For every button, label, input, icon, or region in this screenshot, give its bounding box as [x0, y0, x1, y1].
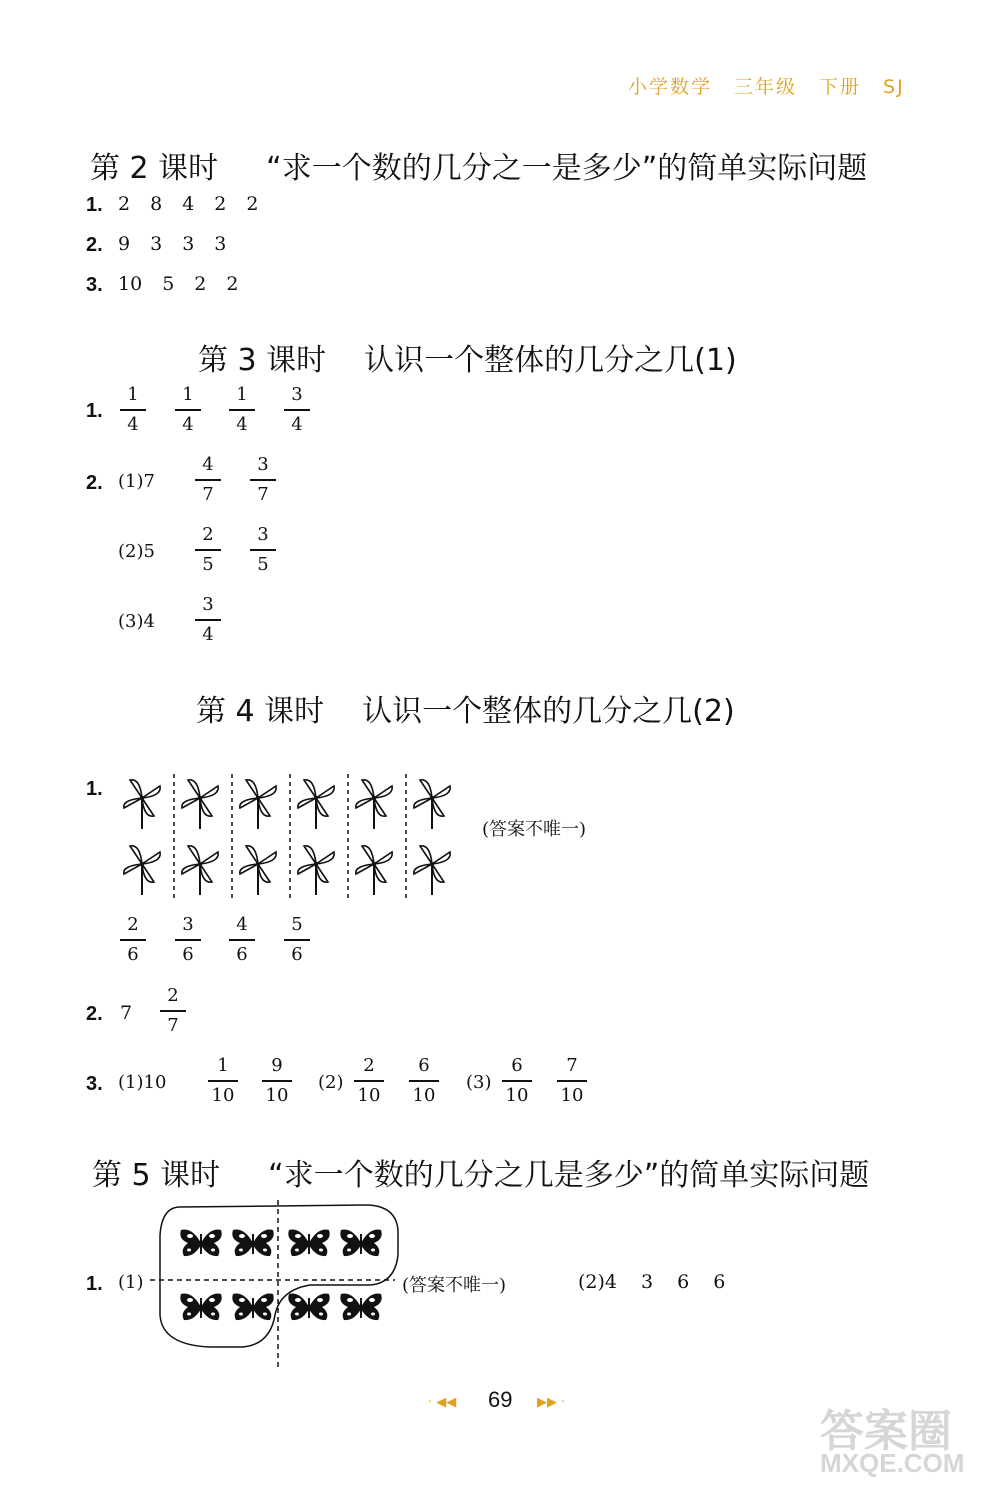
answer-row	[118, 193, 278, 215]
numerator: 1	[217, 1055, 229, 1076]
lesson-title: 认识一个整体的几分之几(2)	[362, 694, 735, 729]
denominator: 4	[127, 413, 139, 435]
answer-value: 10	[118, 273, 143, 295]
pinwheel-icon	[232, 774, 284, 830]
sub-question-label: (3)	[466, 1072, 492, 1093]
numerator: 2	[202, 524, 214, 545]
question-number: 3.	[86, 1073, 103, 1095]
denominator: 10	[211, 1084, 235, 1106]
numerator: 1	[127, 384, 139, 405]
fraction	[195, 454, 221, 506]
pinwheel-icon	[232, 840, 284, 896]
answer-value: 2	[246, 193, 259, 215]
denominator: 5	[202, 553, 214, 575]
butterfly-icon	[230, 1227, 276, 1259]
numerator: 4	[202, 454, 214, 475]
fraction	[195, 524, 221, 576]
denominator: 7	[202, 483, 214, 505]
question-number: 2.	[86, 472, 103, 494]
answer-note: (答案不唯一)	[482, 819, 587, 840]
answer-value: 2	[214, 193, 227, 215]
numerator: 9	[271, 1055, 283, 1076]
answer-note: (答案不唯一)	[402, 1275, 507, 1296]
numerator: 4	[236, 914, 248, 935]
prev-arrows-icon: · ◀◀	[428, 1395, 457, 1410]
question-number: 3.	[86, 274, 103, 296]
header-edition: SJ	[883, 76, 905, 98]
numerator: 2	[127, 914, 139, 935]
watermark-logo: 答案圈	[820, 1407, 952, 1456]
section-title-lesson-4	[196, 686, 735, 730]
denominator: 7	[257, 483, 269, 505]
fraction	[229, 384, 255, 436]
pinwheel-icon	[174, 840, 226, 896]
fraction	[208, 1055, 238, 1107]
butterfly-group-diagram	[150, 1195, 410, 1375]
denominator: 6	[182, 943, 194, 965]
denominator: 7	[167, 1014, 179, 1036]
butterfly-icon	[178, 1227, 224, 1259]
fraction	[120, 914, 146, 966]
numerator: 1	[236, 384, 248, 405]
fraction	[284, 384, 310, 436]
denominator: 4	[291, 413, 303, 435]
section-title-lesson-5	[92, 1150, 869, 1194]
fraction	[557, 1055, 587, 1107]
fraction	[284, 914, 310, 966]
watermark-site: MXQE.COM	[820, 1448, 965, 1478]
answer-value: 3	[214, 233, 227, 255]
pinwheel-icon	[290, 840, 342, 896]
numerator: 3	[291, 384, 303, 405]
lesson-label: 第 2 课时	[90, 151, 219, 186]
butterfly-encircle-lines	[150, 1195, 410, 1375]
sub-question-label: (1)10	[118, 1072, 167, 1093]
lesson-label: 第 3 课时	[198, 343, 327, 378]
numerator: 3	[182, 914, 194, 935]
pinwheel-icon	[116, 840, 168, 896]
fraction	[175, 384, 201, 436]
denominator: 10	[265, 1084, 289, 1106]
sub-question-label: (2)5	[118, 541, 155, 562]
answer-value: 8	[150, 193, 163, 215]
numerator: 3	[257, 524, 269, 545]
header-term: 下册	[819, 76, 862, 98]
denominator: 10	[560, 1084, 584, 1106]
pinwheel-icon	[116, 774, 168, 830]
pinwheel-icon	[348, 840, 400, 896]
denominator: 4	[182, 413, 194, 435]
fraction	[262, 1055, 292, 1107]
numerator: 6	[418, 1055, 430, 1076]
answer-value: 2	[226, 273, 239, 295]
question-number: 1.	[86, 400, 103, 422]
sub-question-label: (1)7	[118, 471, 155, 492]
butterfly-icon	[178, 1291, 224, 1323]
fraction	[409, 1055, 439, 1107]
next-arrows-icon: ▶▶ ·	[537, 1395, 566, 1410]
fraction	[250, 524, 276, 576]
numerator: 3	[257, 454, 269, 475]
answer-value: 7	[120, 1002, 133, 1024]
page-header	[628, 72, 927, 99]
fraction	[250, 454, 276, 506]
pinwheel-icon	[174, 774, 226, 830]
answer-value: 2	[118, 193, 131, 215]
sub-question-label: (2)	[318, 1072, 344, 1093]
lesson-title: “求一个数的几分之一是多少”的简单实际问题	[266, 151, 868, 186]
section-title-lesson-3	[198, 335, 737, 379]
answer-row	[118, 233, 246, 255]
denominator: 6	[236, 943, 248, 965]
denominator: 4	[202, 623, 214, 645]
butterfly-icon	[286, 1291, 332, 1323]
answer-value: 4	[182, 193, 195, 215]
answer-value: 3	[150, 233, 163, 255]
denominator: 6	[127, 943, 139, 965]
denominator: 4	[236, 413, 248, 435]
fraction	[502, 1055, 532, 1107]
fraction	[195, 594, 221, 646]
question-number: 2.	[86, 1003, 103, 1025]
answer-value: 3	[182, 233, 195, 255]
question-number: 2.	[86, 234, 103, 256]
denominator: 5	[257, 553, 269, 575]
pinwheel-icon	[406, 840, 458, 896]
fraction	[160, 985, 186, 1037]
lesson-title: “求一个数的几分之几是多少”的简单实际问题	[268, 1158, 870, 1193]
question-number: 1.	[86, 1273, 103, 1295]
answer-value: 5	[162, 273, 175, 295]
butterfly-icon	[338, 1227, 384, 1259]
sub-question-label: (1)	[118, 1272, 144, 1293]
fraction	[120, 384, 146, 436]
numerator: 5	[291, 914, 303, 935]
answer-value: 6	[677, 1271, 690, 1293]
numerator: 2	[363, 1055, 375, 1076]
numerator: 3	[202, 594, 214, 615]
header-grade: 三年级	[734, 76, 798, 98]
pinwheel-icon	[406, 774, 458, 830]
sub-question-label: (2)4	[578, 1271, 618, 1293]
lesson-title: 认识一个整体的几分之几(1)	[364, 343, 737, 378]
lesson-label: 第 4 课时	[196, 694, 325, 729]
answer-row	[578, 1271, 745, 1293]
fraction	[229, 914, 255, 966]
pinwheel-icon	[348, 774, 400, 830]
header-subject: 小学数学	[628, 76, 713, 98]
numerator: 2	[167, 985, 179, 1006]
question-number: 1.	[86, 778, 103, 800]
question-number: 1.	[86, 194, 103, 216]
sub-question-label: (3)4	[118, 611, 155, 632]
answer-value: 3	[641, 1271, 654, 1293]
denominator: 6	[291, 943, 303, 965]
butterfly-icon	[286, 1227, 332, 1259]
numerator: 1	[182, 384, 194, 405]
denominator: 10	[505, 1084, 529, 1106]
butterfly-icon	[230, 1291, 276, 1323]
butterfly-icon	[338, 1291, 384, 1323]
fraction	[354, 1055, 384, 1107]
answer-row	[118, 273, 258, 295]
section-title-lesson-2	[90, 143, 867, 187]
pinwheel-grid	[112, 772, 462, 902]
answer-value: 6	[713, 1271, 726, 1293]
fraction	[175, 914, 201, 966]
denominator: 10	[412, 1084, 436, 1106]
numerator: 6	[511, 1055, 523, 1076]
answer-value: 9	[118, 233, 131, 255]
pinwheel-icon	[290, 774, 342, 830]
answer-value: 2	[194, 273, 207, 295]
lesson-label: 第 5 课时	[92, 1158, 221, 1193]
page-number: 69	[488, 1387, 513, 1412]
denominator: 10	[357, 1084, 381, 1106]
numerator: 7	[566, 1055, 578, 1076]
